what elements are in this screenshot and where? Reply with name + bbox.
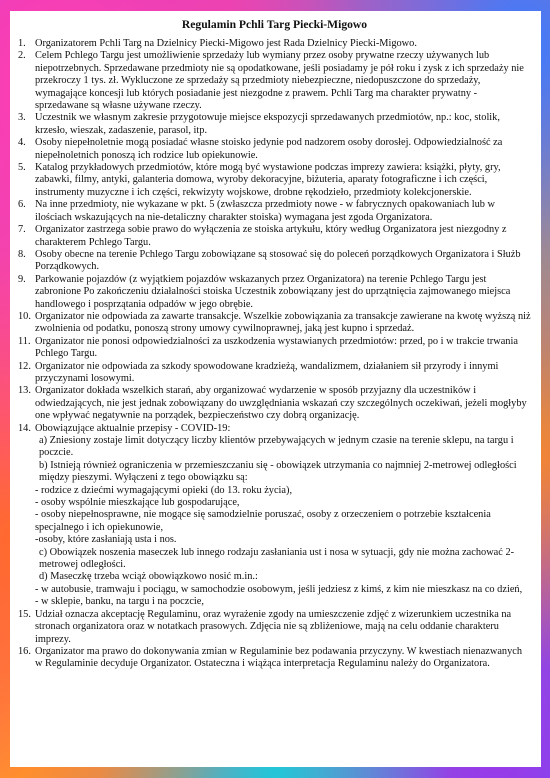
rule-text: -osoby, które zasłaniają usta i nos. — [35, 534, 177, 546]
rule-item — [18, 249, 531, 274]
rule-item — [18, 224, 531, 249]
rule-number: 15. — [18, 608, 31, 620]
rule-number: 11. — [18, 335, 31, 347]
rule-number: 16. — [18, 645, 31, 657]
rule-item — [18, 336, 531, 361]
rule-item — [18, 361, 531, 386]
rule-text: Organizator nie ponosi odpowiedzialności za uszkodzenia wystawianych przedmiotów: przed, po i w trakcie trwania Pchlego Targu. — [35, 335, 518, 360]
rule-text: - osoby wspólnie mieszkające lub gospodarujące, — [35, 497, 240, 509]
rule-text: Organizator zastrzega sobie prawo do wyłączenia ze stoiska artykułu, który według Organizatora jest niezgodny z charakterem Pchlego Targu. — [35, 224, 507, 248]
rule-text: Udział oznacza akceptację Regulaminu, oraz wyrażenie zgody na umieszczenie zdjęć z wizerunkiem uczestnika na stronach organizatora oraz w notatkach prasowych. Zdjęcia nie są zbliżeniowe, mają na celu oddanie charakteru imprezy. — [35, 608, 512, 645]
rule-text: d) Maseczkę trzeba wciąż obowiązkowo nosić m.in.: — [39, 571, 258, 583]
rule-number: 10. — [18, 310, 31, 322]
rule-text: Organizator nie odpowiada za szkody spowodowane kradzieżą, wandalizmem, działaniem sił przyrody i innymi przyczynami losowymi. — [35, 360, 499, 384]
rule-number: 8. — [18, 248, 26, 260]
rule-number: 6. — [18, 199, 26, 211]
rule-number: 1. — [18, 38, 26, 49]
document-title: Regulamin Pchli Targ Piecki-Migowo — [181, 18, 368, 31]
rule-text: Na inne przedmioty, nie wykazane w pkt. 5 (zwłaszcza przedmioty nowe - w fabrycznych opakowaniach lub w ilościach wskazujących na nie-detaliczny charakter stoiska) wymagana jest zgoda Organizatora. — [35, 199, 496, 223]
rule-item — [18, 162, 531, 199]
rule-text: Organizatorem Pchli Targ na Dzielnicy Piecki-Migowo jest Rada Dzielnicy Piecki-Migowo. — [35, 38, 417, 49]
rule-item — [18, 311, 531, 336]
rule-text: c) Obowiązek noszenia maseczek lub innego rodzaju zasłaniania ust i nosa w sytuacji, gdy nie można zachować 2-metrowej odległości. — [39, 546, 515, 571]
rule-text: Organizator dokłada wszelkich starań, aby organizować wydarzenie w sposób przyjazny dla uczestników i odwiedzających, nie jest jednak zobowiązany do uwzględniania wskazań czy szczególnych oczekiwań, jeżeli mogłyby one wpływać negatywnie na porządek, bezpieczeństwo czy dobrą organizację. — [35, 385, 527, 422]
rule-text: Organizator nie odpowiada za zawarte transakcje. Wszelkie zobowiązania za transakcje zawierane na kwotę wyższą niż zwolnienia od podatku, ponoszą strony umowy cywilnoprawnej, jaką jest kupno i sprzedaż. — [35, 310, 531, 335]
rule-item — [18, 199, 531, 224]
rule-text: Organizator ma prawo do dokonywania zmian w Regulaminie bez podawania przyczyny. W kwestiach nienazwanych w Regulaminie decyduje Organizator. Ostateczna i wiążąca interpretacja Regulaminu należy do Organizatora. — [35, 645, 523, 670]
rule-text: Uczestnik we własnym zakresie przygotowuje miejsce ekspozycji sprzedawanych przedmiotów, np.: koc, stolik, krzesło, wieszak, zadaszenie, parasol, itp. — [35, 112, 500, 136]
rule-number: 5. — [18, 162, 26, 174]
rule-text: Osoby niepełnoletnie mogą posiadać własne stoisko jedynie pod nadzorem osoby dorosłej. Odpowiedzialność za niepełnoletnich ponoszą ich rodzice lub opiekunowie. — [35, 137, 503, 161]
rule-text: Katalog przykładowych przedmiotów, które mogą być wystawione podczas imprezy zawiera: książki, płyty, gry, zabawki, filmy, antyki, galanteria domowa, wyroby dekoracyjne, biżuteria, aparaty fotograficzne i ich części, instrumenty muzyczne i ich części, rekwizyty wojskowe, drobne rękodzieło, przedmioty kolekcjonerskie. — [35, 162, 501, 198]
rule-text: a) Zniesiony zostaje limit dotyczący liczby klientów przebywających w jednym czasie na terenie sklepu, na targu i poczcie. — [39, 435, 514, 459]
rule-number: 13. — [18, 385, 31, 397]
rule-text: Obowiązujące aktualnie przepisy - COVID-19: — [35, 422, 231, 434]
rule-number: 12. — [18, 360, 31, 372]
rule-number: 2. — [18, 50, 26, 62]
rule-text: - w sklepie, banku, na targu i na poczcie, — [35, 596, 204, 608]
rule-item — [18, 609, 531, 646]
rule-item — [18, 112, 531, 137]
rules-list — [18, 38, 531, 671]
rule-text: b) Istnieją również ograniczenia w przemieszczaniu się - obowiązek utrzymania co najmniej 2-metrowej odległości między pieszymi. Wyłączeni z tego obowiązku są: — [39, 459, 517, 484]
rule-item — [18, 38, 531, 50]
rule-number: 4. — [18, 137, 26, 149]
rule-number: 14. — [18, 422, 31, 434]
rule-text: Osoby obecne na terenie Pchlego Targu zobowiązane są stosować się do poleceń porządkowych Organizatora i Służb Porządkowych. — [35, 248, 521, 273]
rule-item — [18, 646, 531, 671]
rule-item — [18, 423, 531, 609]
regulations-document — [10, 11, 541, 767]
rule-text: - w autobusie, tramwaju i pociągu, w samochodzie osobowym, jeśli jedziesz z kimś, z kim nie mieszkasz na co dzień, — [35, 583, 523, 595]
rule-number: 7. — [18, 224, 26, 236]
rule-number: 3. — [18, 112, 26, 124]
rule-text: Celem Pchlego Targu jest umożliwienie sprzedaży lub wymiany przez osoby prywatne rzeczy używanych lub niepotrzebnych. Sprzedawane przedmioty nie są opodatkowane, jeśli posiadamy je pół roku i zysk z ich sprzedaży nie przekroczy 1 tys. zł. Wykluczone ze sprzedaży są przedmioty niebezpieczne, niedopuszczone do sprzedaży, wymagające koncesji lub których posiadanie jest niezgodne z prawem. Pchli Targ ma charakter prywatny - sprzedawane są własne używane rzeczy. — [35, 50, 524, 112]
rule-number: 9. — [18, 273, 26, 285]
rule-item — [18, 50, 531, 112]
rule-text: Parkowanie pojazdów (z wyjątkiem pojazdów wskazanych przez Organizatora) na terenie Pchlego Targu jest zabronione Po zakończeniu działalności stoiska Uczestnik zobowiązany jest do uprzątnięcia zajmowanego miejsca handlowego i posprzątania odpadów w jego obrębie. — [35, 273, 511, 310]
rule-item — [18, 137, 531, 162]
rule-item — [18, 385, 531, 422]
rule-item — [18, 274, 531, 311]
rule-text: - osoby niepełnosprawne, nie mogące się samodzielnie poruszać, osoby z orzeczeniem o potrzebie kształcenia specjalnego i ich opiekunowie, — [35, 509, 491, 533]
rule-text: - rodzice z dziećmi wymagającymi opieki (do 13. roku życia), — [35, 484, 293, 496]
